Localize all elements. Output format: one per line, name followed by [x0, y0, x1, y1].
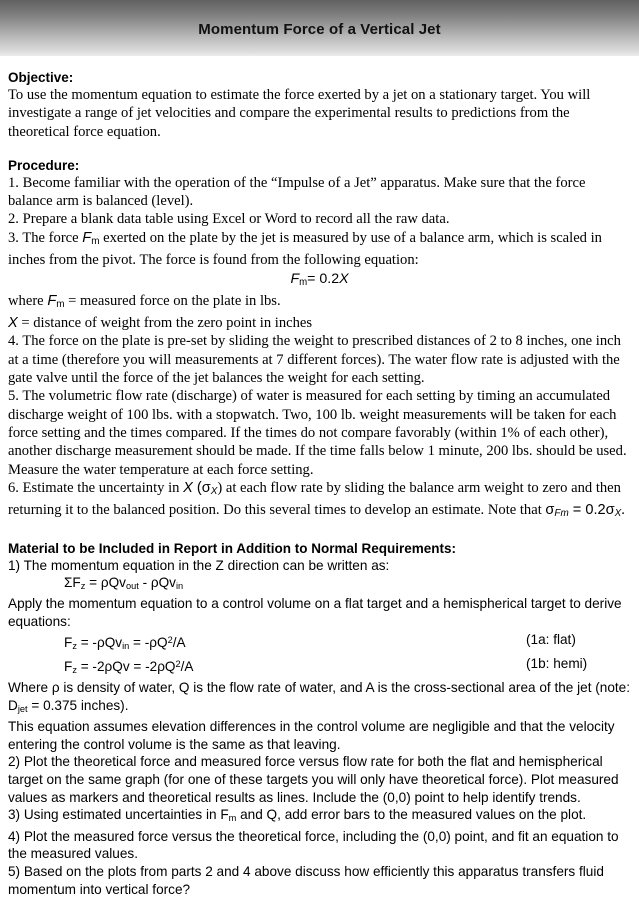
equation-sum-tail-subscript: in [175, 581, 184, 592]
report-item-2-text: 2) Plot the theoretical force and measured force versus flow rate for both the flat and hemispherical target on the same graph (for one of these targets you will only have theoretical force). Plot measured values as markers and theoretical results as lines. Include the (0,0) point to help identify trends. [8, 754, 619, 805]
sigma-relation-rhs-subscript: X [614, 508, 622, 520]
equation-hemi-term-a: = -2ρQv = -2ρQ [76, 658, 176, 674]
objective-heading: Objective: [8, 70, 74, 85]
where-fm-variable-f: F [47, 292, 57, 309]
report-item-3 [8, 806, 631, 828]
equation-sum-lhs: ΣF [64, 575, 81, 591]
procedure-item-6-text: ) at each flow rate by sliding the balance arm weight to zero and then returning it to the balanced position. Do this several times to develop an estimate. Note that [8, 479, 621, 519]
procedure-item-6-sigma-relation [545, 502, 621, 518]
procedure-item-3-variable-fm [82, 230, 99, 246]
spacer-before-objective [8, 56, 631, 69]
equation-flat-lhs-subscript: z [72, 640, 77, 651]
equation-flat-lhs: F [64, 634, 73, 650]
equation-hemi-lhs-subscript: z [72, 664, 77, 675]
procedure-item-4 [8, 332, 631, 387]
report-item-2 [8, 753, 631, 806]
procedure-item-6-period: . [621, 502, 625, 519]
equation-flat-term-a-subscript: in [122, 640, 130, 651]
where-x-suffix: = distance of weight from the zero point in inches [17, 315, 313, 332]
document-body [0, 56, 639, 898]
equation-fm-rhs: = 0.2 [307, 270, 340, 287]
report-item-4-text: 4) Plot the measured force versus the theoretical force, including the (0,0) point, and fit an equation to the measured values. [8, 828, 619, 862]
procedure-where-line-1 [8, 292, 631, 314]
procedure-item-3 [8, 229, 631, 270]
page-title: Momentum Force of a Vertical Jet [198, 20, 441, 38]
equation-hemi-tag: (1b: hemi) [526, 655, 588, 671]
report-assumption-value: This equation assumes elevation differences in the control volume are negligible and that the velocity entering the control volume is the same as that leaving. [8, 719, 615, 752]
equation-fm-rhs-var: X [339, 270, 349, 287]
where-fm-prefix: where [8, 292, 48, 309]
equation-flat-term-b: = -ρQ [129, 634, 168, 650]
equation-fm-lhs-subscript: m [299, 276, 308, 288]
procedure-item-5-text: 5. The volumetric flow rate (discharge) of water is measured for each setting by timing an accumulated discharge weight of 100 lbs. with a stopwatch. Two, 100 lb. weight measurements will be taken for each force setting and the times compared. If the times do not compare favorably (within 1% of each other), another discharge measurement should be made. If the time falls below 1 minute, 200 lbs. should be used. Measure the water temperature at each force setting. [8, 388, 627, 478]
report-where-prefix: Where ρ is density of water, Q is the flow rate of water, and A is the cross-sectional area of the jet (note: D [8, 679, 631, 713]
report-item-3-prefix: 3) Using estimated uncertainties in F [8, 807, 229, 823]
equation-flat-term-b-exponent: 2 [167, 634, 173, 645]
equation-flat-tag: (1a: flat) [526, 631, 576, 647]
procedure-item-2-text: 2. Prepare a blank data table using Excel or Word to record all the raw data. [8, 211, 450, 228]
equation-fm-lhs [290, 271, 307, 287]
procedure-heading: Procedure: [8, 157, 80, 173]
report-apply-text [8, 595, 631, 630]
procedure-item-6-sigma-subscript: X [210, 485, 218, 497]
variable-f-subscript: m [91, 235, 100, 247]
equation-sum-mid-subscript: out [125, 581, 139, 592]
equation-momentum-sum [8, 574, 631, 595]
equation-hemi-lhs: F [64, 658, 73, 674]
equation-flat-term-c: /A [172, 634, 186, 650]
sigma-fm-symbol: σ [545, 502, 555, 519]
equation-row-flat [8, 631, 631, 655]
report-item-4 [8, 828, 631, 863]
objective-body: To use the momentum equation to estimate the force exerted by a jet on a stationary target. You will investigate a range of jet velocities and compare the experimental results to predictions from the theoretical force equation. [8, 87, 591, 140]
report-item-1 [8, 557, 631, 575]
where-fm-suffix: = measured force on the plate in lbs. [64, 292, 281, 309]
equation-fm-lhs-var: F [290, 270, 300, 287]
procedure-where-line-2 [8, 314, 631, 332]
where-x-variable: X [8, 315, 18, 332]
procedure-item-4-text: 4. The force on the plate is pre-set by sliding the weight to prescribed distances of 2 to 8 inches, one inch at a time (therefore you will measurements at 7 different forces). The water flow rate is adjusted with the gate valve until the force of the jet balances the weight for each setting. [8, 333, 621, 387]
report-where-subscript: jet [17, 703, 28, 714]
report-where-suffix: = 0.375 inches). [27, 697, 129, 713]
report-item-3-subscript: m [228, 813, 237, 824]
where-fm-variable-subscript: m [56, 298, 65, 310]
procedure-item-1-text: 1. Become familiar with the operation of the “Impulse of a Jet” apparatus. Make sure that the force balance arm is balanced (level). [8, 174, 586, 210]
sigma-relation-rhs: = 0.2σ [568, 502, 615, 519]
variable-f: F [82, 229, 92, 246]
equation-flat-term-a: = -ρQv [76, 634, 123, 650]
equation-sum-mid: = ρQv [85, 575, 126, 591]
procedure-item-3-text-pre: 3. The force [8, 229, 83, 246]
report-item-1-text: 1) The momentum equation in the Z direction can be written as: [8, 557, 390, 573]
equation-row-hemi [8, 655, 631, 679]
equation-hemi-body [8, 655, 526, 679]
report-apply-text-value: Apply the momentum equation to a control volume on a flat target and a hemispherical target to derive equations: [8, 596, 622, 629]
where-fm-variable [47, 293, 64, 309]
report-item-5 [8, 863, 631, 898]
procedure-item-5 [8, 387, 631, 478]
sigma-fm-subscript: Fm [554, 508, 569, 520]
equation-hemi-term-c: /A [180, 658, 194, 674]
procedure-item-6-variable-x: X [183, 479, 193, 496]
report-item-5-text: 5) Based on the plots from parts 2 and 4 above discuss how efficiently this apparatus transfers fluid momentum into vertical force? [8, 863, 604, 897]
procedure-item-3-text-post: exerted on the plate by the jet is measured by use of a balance arm, which is scaled in inches from the pivot. The force is found from the following equation: [8, 229, 602, 269]
procedure-item-1 [8, 174, 631, 211]
spacer-before-procedure [8, 141, 631, 157]
equation-flat-body [8, 631, 526, 655]
procedure-item-6 [8, 479, 631, 524]
equation-measured-force [8, 270, 631, 292]
report-item-3-suffix: and Q, add error bars to the measured values on the plot. [236, 807, 587, 823]
report-where-text [8, 679, 631, 718]
equation-hemi-term-b-exponent: 2 [175, 658, 181, 669]
procedure-item-2 [8, 210, 631, 228]
report-assumption-text [8, 718, 631, 753]
procedure-item-6-sigma-open: (σ [192, 479, 211, 496]
equation-sum-lhs-subscript: z [80, 581, 86, 592]
spacer-before-report [8, 524, 631, 540]
equation-sum-tail: - ρQv [138, 575, 176, 591]
report-heading: Material to be Included in Report in Addition to Normal Requirements: [8, 540, 457, 556]
document-header-banner [0, 0, 639, 56]
procedure-item-6-prefix: 6. Estimate the uncertainty in [8, 479, 184, 496]
